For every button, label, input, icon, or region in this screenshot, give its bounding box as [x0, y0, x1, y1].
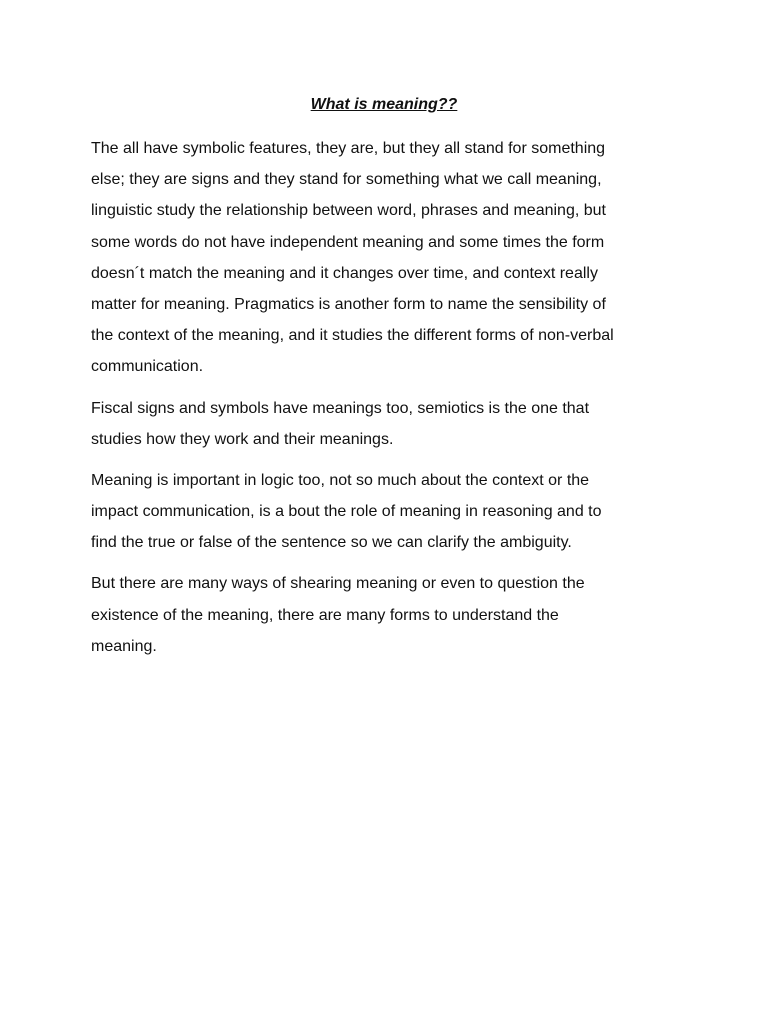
text-line: find the true or false of the sentence so we can clarify the ambiguity. [91, 534, 572, 552]
text-line: impact communication, is a bout the role of meaning in reasoning and to [91, 503, 602, 521]
text-line: But there are many ways of shearing meaning or even to question the [91, 575, 585, 593]
text-line: else; they are signs and they stand for something what we call meaning, [91, 171, 602, 189]
text-line: the context of the meaning, and it studies the different forms of non-verbal [91, 327, 614, 345]
text-line: some words do not have independent meaning and some times the form [91, 233, 605, 251]
text-line: Meaning is important in logic too, not so much about the context or the [91, 471, 590, 489]
paragraph-2 [91, 393, 681, 455]
text-line: The all have symbolic features, they are, but they all stand for something [91, 140, 606, 157]
text-line: Fiscal signs and symbols have meanings too, semiotics is the one that [91, 399, 590, 417]
paragraph-1 [91, 133, 681, 383]
document-title: What is meaning?? [310, 96, 458, 113]
text-line: communication. [91, 358, 204, 376]
text-line: linguistic study the relationship between word, phrases and meaning, but [91, 202, 606, 220]
document-body [91, 133, 681, 672]
text-line: matter for meaning. Pragmatics is another form to name the sensibility of [91, 295, 606, 313]
text-line: meaning. [91, 637, 157, 655]
text-line: doesn´t match the meaning and it changes over time, and context really [91, 264, 598, 282]
paragraph-3 [91, 465, 681, 559]
text-line: existence of the meaning, there are many forms to understand the [91, 606, 559, 624]
paragraph-4 [91, 568, 681, 662]
text-line: studies how they work and their meanings. [91, 430, 394, 448]
